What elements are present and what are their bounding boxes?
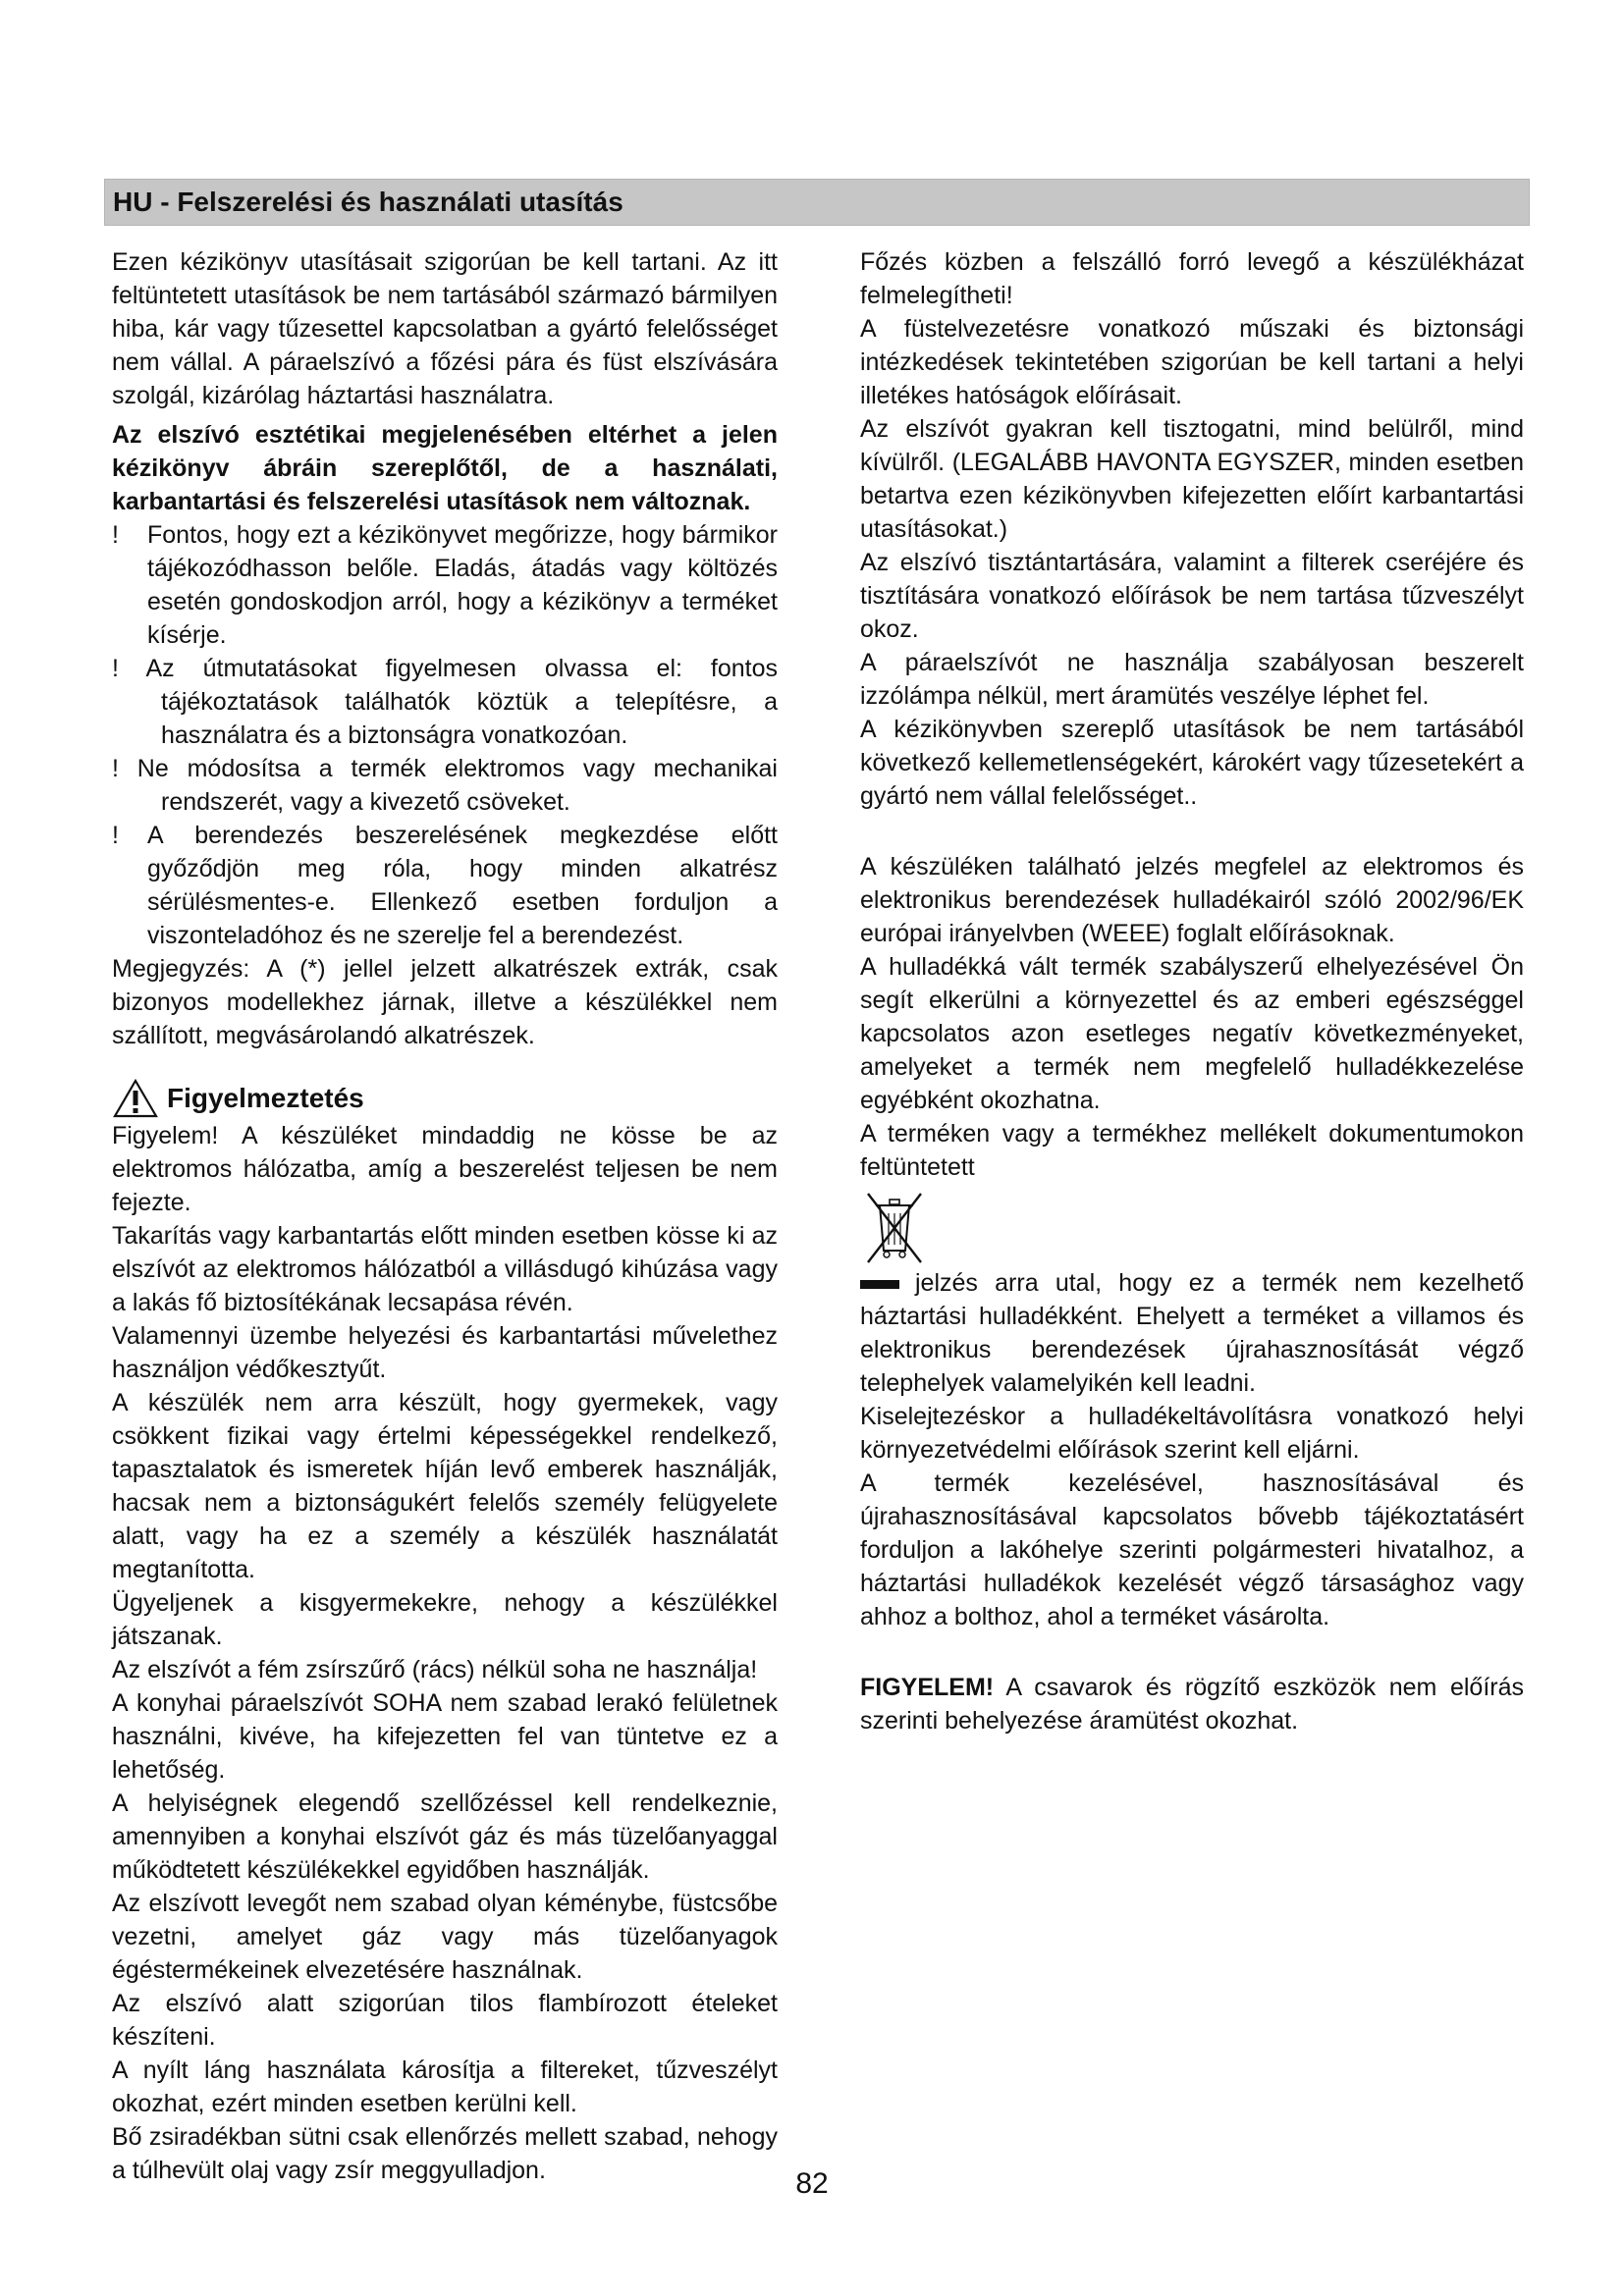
warning-paragraph: Valamennyi üzembe helyezési és karbantartási művelethez használjon védőkesztyűt. bbox=[112, 1322, 778, 1383]
right-paragraph: A páraelszívót ne használja szabályosan beszerelt izzólámpa nélkül, mert áramütés veszélye léphet fel. bbox=[860, 649, 1524, 710]
warning-paragraph: Az elszívó alatt szigorúan tilos flambírozott ételeket készíteni. bbox=[112, 1990, 778, 2051]
section-header: HU - Felszerelési és használati utasítás bbox=[104, 179, 1530, 226]
page-number: 82 bbox=[795, 2167, 829, 2200]
weee-symbol bbox=[860, 1188, 1524, 1266]
warning-paragraph: A nyílt láng használata károsítja a filtereket, tűzveszélyt okozhat, ezért minden esetben kerülni kell. bbox=[112, 2056, 778, 2117]
intro-paragraph: Ezen kézikönyv utasításait szigorúan be kell tartani. Az itt feltüntetett utasítások be nem tartásából származó bármilyen hiba, kár vagy tűzesettel kapcsolatban a gyártó felelősséget nem vállal. A páraelszívó a főzési pára és füst elszívására szolgál, kizárólag háztartási használatra. bbox=[112, 248, 778, 409]
warning-paragraph: Takarítás vagy karbantartás előtt minden esetben kösse ki az elszívót az elektromos hálózatból a villásdugó kihúzása vagy a lakás fő biztosítékának lecsapása révén. bbox=[112, 1222, 778, 1316]
bullet-1 bbox=[112, 518, 778, 652]
warning-triangle-icon bbox=[112, 1078, 159, 1119]
note-paragraph: Megjegyzés: A (*) jellel jelzett alkatrészek extrák, csak bizonyos modellekhez járnak, illetve a készülékkel nem szállított, megvásárolandó alkatrészek. bbox=[112, 955, 778, 1049]
warning-paragraph: Az elszívót a fém zsírszűrő (rács) nélkül soha ne használja! bbox=[112, 1656, 758, 1683]
warning-paragraph: A helyiségnek elegendő szellőzéssel kell rendelkeznie, amennyiben a konyhai elszívót gáz és más tüzelőanyaggal működtetett készülékekkel egyidőben használják. bbox=[112, 1789, 778, 1884]
right-paragraph: A kézikönyvben szereplő utasítások be nem tartásából következő kellemetlenségekért, károkért vagy tűzesetekért a gyártó nem vállal felelősséget.. bbox=[860, 716, 1524, 810]
final-warning-label: FIGYELEM! bbox=[860, 1674, 995, 1701]
exclamation-mark: ! bbox=[112, 822, 119, 849]
warning-paragraph: Figyelem! A készüléket mindaddig ne kösse be az elektromos hálózatba, amíg a beszerelést teljesen be nem fejezte. bbox=[112, 1122, 778, 1216]
warning-paragraph: A készülék nem arra készült, hogy gyermekek, vagy csökkent fizikai vagy értelmi képességekkel rendelkező, tapasztalatok és ismeretek híján levő emberek használják, hacsak nem a biztonságukért felelős személy felügyelete alatt, vagy ha ez a személy a készülék használatát megtanította. bbox=[112, 1389, 778, 1583]
warning-paragraph: Bő zsiradékban sütni csak ellenőrzés mellett szabad, nehogy a túlhevült olaj vagy zsír meggyulladjon. bbox=[112, 2123, 778, 2184]
right-paragraph: A füstelvezetésre vonatkozó műszaki és biztonsági intézkedések tekintetében szigorúan be kell tartani a helyi illetékes hatóságok előírásait. bbox=[860, 315, 1524, 409]
crossed-bin-icon bbox=[860, 1188, 929, 1266]
right-column bbox=[860, 245, 1524, 1737]
left-column bbox=[112, 245, 778, 2187]
right-paragraph: Főzés közben a felszálló forró levegő a készülékházat felmelegítheti! bbox=[860, 248, 1524, 309]
symbol-text: jelzés arra utal, hogy ez a termék nem kezelhető háztartási hulladékként. Ehelyett a terméket a villamos és elektronikus berendezések újrahasznosítását végző telephelyek valamelyikén kell leadni. bbox=[860, 1269, 1524, 1397]
bullet-text: A berendezés beszerelésének megkezdése előtt győződjön meg róla, hogy minden alkatrész sérülésmentes-e. Ellenkező esetben forduljon a viszonteladóhoz és ne szerelje fel a berendezést. bbox=[147, 822, 778, 949]
bullet-text: Fontos, hogy ezt a kézikönyvet megőrizze, hogy bármikor tájékozódhasson belőle. Eladás, átadás vagy költözés esetén gondoskodjon arról, hogy a kézikönyv a terméket kísérje. bbox=[147, 521, 778, 649]
bullet-2: ! Az útmutatásokat figyelmesen olvassa el: fontos tájékoztatások találhatók köztük a telepítésre, a használatra és a biztonságra vonatkozóan. bbox=[112, 655, 778, 749]
warning-paragraph: A konyhai páraelszívót SOHA nem szabad lerakó felületnek használni, kivéve, ha kifejezetten fel van tüntetve ez a lehetőség. bbox=[112, 1689, 778, 1784]
warning-paragraph: Ügyeljenek a kisgyermekekre, nehogy a készülékkel játszanak. bbox=[112, 1589, 778, 1650]
weee-paragraph: A terméken vagy a termékhez mellékelt dokumentumokon feltüntetett bbox=[860, 1120, 1524, 1181]
warning-paragraph: Az elszívott levegőt nem szabad olyan kéménybe, füstcsőbe vezetni, amelyet gáz vagy más tüzelőanyagok égéstermékeinek elvezetésére használnak. bbox=[112, 1890, 778, 1984]
warning-heading bbox=[112, 1078, 778, 1119]
right-paragraph: Az elszívó tisztántartására, valamint a filterek cseréjére és tisztítására vonatkozó előírások be nem tartása tűzveszélyt okoz. bbox=[860, 549, 1524, 643]
right-paragraph: Az elszívót gyakran kell tisztogatni, mind belülről, mind kívülről. (LEGALÁBB HAVONTA EGYSZER, minden esetben betartva ezen kézikönyvben kifejezetten előírt karbantartási utasításokat.) bbox=[860, 415, 1524, 543]
final-warning bbox=[860, 1671, 1524, 1737]
weee-paragraph: A hulladékká vált termék szabályszerű elhelyezésével Ön segít elkerülni a környezettel és az emberi egészséggel kapcsolatos azon esetleges negatív következményeket, amelyeket a termék nem megfelelő hulladékkezelése egyébként okozhatna. bbox=[860, 953, 1524, 1114]
weee-paragraph: A készüléken található jelzés megfelel az elektromos és elektronikus berendezések hulladékairól szóló 2002/96/EK európai irányelvben (WEEE) foglalt előírásoknak. bbox=[860, 853, 1524, 947]
right-paragraph: A termék kezelésével, hasznosításával és újrahasznosításával kapcsolatos bővebb tájékoztatásért forduljon a lakóhelye szerinti polgármesteri hivatalhoz, a háztartási hulladékok kezelését végző társasághoz vagy ahhoz a bolthoz, ahol a terméket vásárolta. bbox=[860, 1469, 1524, 1630]
symbol-paragraph bbox=[860, 1266, 1524, 1400]
exclamation-mark: ! bbox=[112, 521, 119, 549]
right-paragraph: Kiselejtezéskor a hulladékeltávolításra vonatkozó helyi környezetvédelmi előírások szerint kell eljárni. bbox=[860, 1403, 1524, 1464]
bullet-4 bbox=[112, 819, 778, 952]
bullet-3: ! Ne módosítsa a termék elektromos vagy mechanikai rendszerét, vagy a kivezető csöveket. bbox=[112, 755, 778, 816]
final-warning-text: A csavarok és rögzítő eszközök nem előírás szerinti behelyezése áramütést okozhat. bbox=[860, 1674, 1524, 1735]
black-bar-icon bbox=[860, 1280, 899, 1289]
warning-title: Figyelmeztetés bbox=[167, 1083, 364, 1113]
bold-note: Az elszívó esztétikai megjelenésében eltérhet a jelen kézikönyv ábráin szereplőtől, de a használati, karbantartási és felszerelési utasítások nem változnak. bbox=[112, 421, 778, 515]
